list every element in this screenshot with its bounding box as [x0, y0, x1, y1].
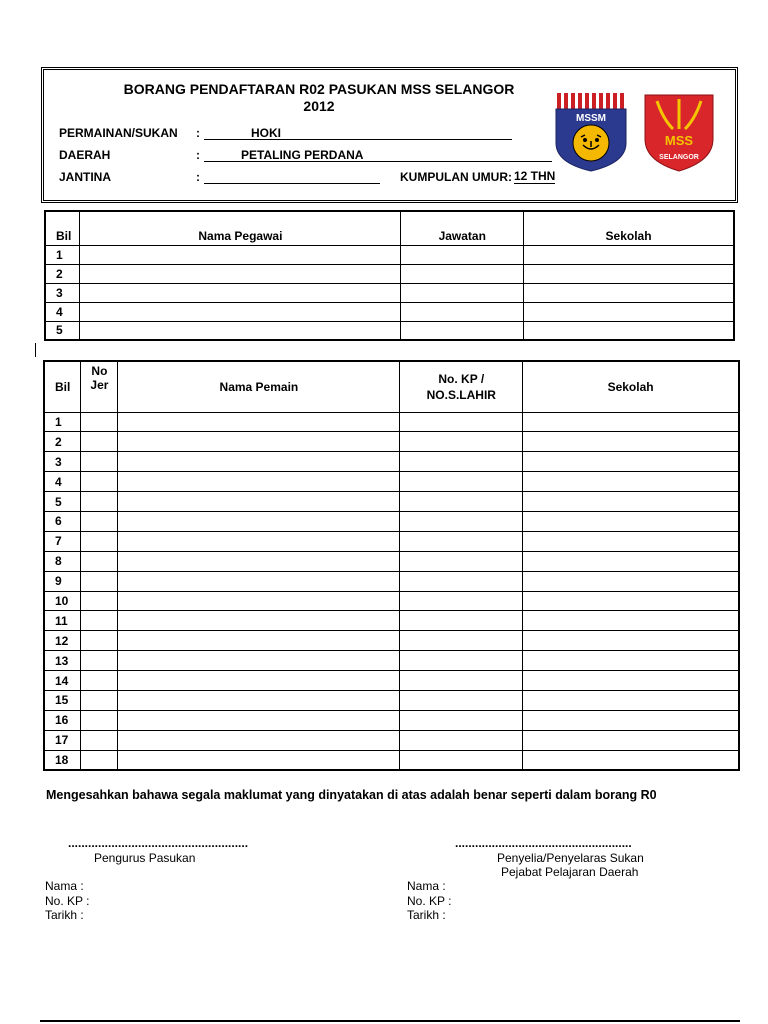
players-cell-nama[interactable]: [118, 511, 400, 531]
players-cell-sekolah[interactable]: [523, 591, 739, 611]
officials-cell-sekolah[interactable]: [524, 245, 734, 264]
players-cell-sekolah[interactable]: [523, 511, 739, 531]
players-row: [44, 710, 739, 730]
players-cell-sekolah[interactable]: [523, 531, 739, 551]
players-row-number: 3: [44, 452, 81, 472]
players-row-number: 9: [44, 571, 81, 591]
nokp-line2: NO.S.LAHIR: [426, 387, 496, 402]
players-cell-sekolah[interactable]: [523, 651, 739, 671]
officials-row: [45, 283, 734, 302]
players-row-number: 2: [44, 432, 81, 452]
daerah-value: PETALING PERDANA: [241, 148, 364, 162]
selangor-text: SELANGOR: [659, 154, 699, 161]
confirmation-statement: Mengesahkan bahawa segala maklumat yang dinyatakan di atas adalah benar seperti dalam borang R0: [46, 788, 657, 802]
players-cell-nokp[interactable]: [400, 710, 523, 730]
right-nokp-label: No. KP :: [407, 894, 452, 908]
players-cell-no-jer[interactable]: [81, 571, 118, 591]
jantina-label: JANTINA: [59, 170, 112, 184]
mss-text: MSS: [664, 133, 694, 148]
left-nokp-label: No. KP :: [45, 894, 90, 908]
permainan-colon: :: [196, 126, 200, 140]
players-row-number: 10: [44, 591, 81, 611]
players-cell-nama[interactable]: [118, 710, 400, 730]
players-cell-no-jer[interactable]: [81, 591, 118, 611]
players-row: [44, 432, 739, 452]
players-cell-nama[interactable]: [118, 690, 400, 710]
right-role-2: Pejabat Pelajaran Daerah: [501, 865, 639, 879]
players-cell-nama[interactable]: [118, 730, 400, 750]
players-body: [44, 412, 739, 770]
players-cell-nama[interactable]: [118, 492, 400, 512]
officials-row: [45, 264, 734, 283]
players-cell-no-jer[interactable]: [81, 690, 118, 710]
players-row-number: 5: [44, 492, 81, 512]
permainan-label: PERMAINAN/SUKAN: [59, 126, 178, 140]
players-row-number: 18: [44, 750, 81, 770]
players-cell-no-jer[interactable]: [81, 671, 118, 691]
players-row: [44, 531, 739, 551]
players-cell-nama[interactable]: [118, 551, 400, 571]
players-cell-nama[interactable]: [118, 631, 400, 651]
permainan-value: HOKI: [251, 126, 281, 140]
players-cell-no-jer[interactable]: [81, 631, 118, 651]
players-cell-nama[interactable]: [118, 671, 400, 691]
players-cell-sekolah[interactable]: [523, 611, 739, 631]
players-cell-nokp[interactable]: [400, 531, 523, 551]
mss-selangor-logo: [643, 91, 715, 173]
nokp-line1: No. KP /: [438, 371, 485, 386]
officials-row-number: 5: [45, 321, 80, 340]
officials-cell-jawatan[interactable]: [401, 283, 524, 302]
players-row: [44, 690, 739, 710]
players-row-number: 6: [44, 511, 81, 531]
players-row: [44, 412, 739, 432]
players-cell-no-jer[interactable]: [81, 710, 118, 730]
players-cell-nokp[interactable]: [400, 671, 523, 691]
left-tarikh-label: Tarikh :: [45, 908, 84, 922]
officials-cell-sekolah[interactable]: [524, 302, 734, 321]
age-group-value: 12 THN: [514, 169, 556, 183]
players-row: [44, 611, 739, 631]
players-cell-no-jer[interactable]: [81, 511, 118, 531]
players-cell-sekolah[interactable]: [523, 432, 739, 452]
jantina-colon: :: [196, 170, 200, 184]
players-row: [44, 571, 739, 591]
players-header-nama: Nama Pemain: [118, 361, 400, 412]
players-cell-nama[interactable]: [118, 412, 400, 432]
officials-cell-jawatan[interactable]: [401, 321, 524, 340]
players-row: [44, 452, 739, 472]
players-cell-sekolah[interactable]: [523, 631, 739, 651]
players-row-number: 15: [44, 690, 81, 710]
form-header: [41, 67, 738, 203]
right-nama-label: Nama :: [407, 879, 446, 893]
players-row: [44, 750, 739, 770]
players-row-number: 14: [44, 671, 81, 691]
officials-row: [45, 321, 734, 340]
players-cell-sekolah[interactable]: [523, 671, 739, 691]
players-cell-sekolah[interactable]: [523, 750, 739, 770]
officials-cell-nama[interactable]: [80, 245, 401, 264]
left-role: Pengurus Pasukan: [94, 851, 196, 865]
officials-row-number: 1: [45, 245, 80, 264]
right-tarikh-label: Tarikh :: [407, 908, 446, 922]
officials-row: [45, 245, 734, 264]
players-row-number: 11: [44, 611, 81, 631]
officials-table: [44, 210, 735, 341]
players-cell-nama[interactable]: [118, 432, 400, 452]
players-cell-nokp[interactable]: [400, 631, 523, 651]
players-row-number: 8: [44, 551, 81, 571]
players-row-number: 4: [44, 472, 81, 492]
players-cell-nokp[interactable]: [400, 452, 523, 472]
players-cell-nokp[interactable]: [400, 690, 523, 710]
players-cell-nokp[interactable]: [400, 611, 523, 631]
players-cell-no-jer[interactable]: [81, 452, 118, 472]
players-cell-nokp[interactable]: [400, 432, 523, 452]
players-row-number: 17: [44, 730, 81, 750]
officials-row-number: 4: [45, 302, 80, 321]
players-cell-sekolah[interactable]: [523, 730, 739, 750]
players-header-sekolah: Sekolah: [523, 361, 739, 412]
players-row-number: 7: [44, 531, 81, 551]
officials-header-nama: Nama Pegawai: [80, 211, 401, 245]
mssm-logo: [553, 91, 629, 173]
players-table: [43, 360, 740, 771]
players-row-number: 12: [44, 631, 81, 651]
players-cell-nama[interactable]: [118, 651, 400, 671]
players-header-bil: Bil: [44, 361, 81, 412]
players-cell-nama[interactable]: [118, 452, 400, 472]
players-cell-nama[interactable]: [118, 591, 400, 611]
players-cell-nokp[interactable]: [400, 551, 523, 571]
players-cell-nama[interactable]: [118, 750, 400, 770]
players-row-number: 13: [44, 651, 81, 671]
players-row: [44, 511, 739, 531]
players-row: [44, 631, 739, 651]
players-cell-sekolah[interactable]: [523, 571, 739, 591]
players-cell-nama[interactable]: [118, 531, 400, 551]
daerah-label: DAERAH: [59, 148, 111, 162]
players-cell-nama[interactable]: [118, 571, 400, 591]
jantina-field[interactable]: [204, 170, 380, 184]
players-row-number: 1: [44, 412, 81, 432]
players-row: [44, 671, 739, 691]
players-row: [44, 472, 739, 492]
players-cell-no-jer[interactable]: [81, 412, 118, 432]
players-cell-no-jer[interactable]: [81, 492, 118, 512]
players-cell-no-jer[interactable]: [81, 551, 118, 571]
players-row: [44, 492, 739, 512]
signature-line-right[interactable]: .....................................................: [455, 836, 632, 850]
players-row-number: 16: [44, 710, 81, 730]
players-cell-no-jer[interactable]: [81, 611, 118, 631]
officials-header-bil: Bil: [45, 211, 80, 245]
players-cell-nokp[interactable]: [400, 472, 523, 492]
players-cell-no-jer[interactable]: [81, 432, 118, 452]
players-cell-nokp[interactable]: [400, 651, 523, 671]
officials-body: [45, 245, 734, 340]
players-cell-sekolah[interactable]: [523, 710, 739, 730]
players-cell-nokp[interactable]: [400, 730, 523, 750]
officials-cell-sekolah[interactable]: [524, 264, 734, 283]
officials-cell-nama[interactable]: [80, 264, 401, 283]
form-title: BORANG PENDAFTARAN R02 PASUKAN MSS SELANGOR: [123, 81, 515, 97]
page-bottom-rule: [40, 1020, 740, 1022]
officials-cell-jawatan[interactable]: [401, 245, 524, 264]
players-cell-sekolah[interactable]: [523, 472, 739, 492]
officials-cell-nama[interactable]: [80, 321, 401, 340]
players-cell-no-jer[interactable]: [81, 730, 118, 750]
players-cell-no-jer[interactable]: [81, 750, 118, 770]
officials-row-number: 3: [45, 283, 80, 302]
players-cell-nokp[interactable]: [400, 571, 523, 591]
officials-row-number: 2: [45, 264, 80, 283]
players-row: [44, 651, 739, 671]
players-cell-nokp[interactable]: [400, 591, 523, 611]
officials-cell-sekolah[interactable]: [524, 283, 734, 302]
officials-cell-nama[interactable]: [80, 283, 401, 302]
players-row: [44, 591, 739, 611]
players-cell-no-jer[interactable]: [81, 531, 118, 551]
officials-row: [45, 302, 734, 321]
players-cell-nokp[interactable]: [400, 750, 523, 770]
mssm-text: MSSM: [576, 113, 606, 124]
right-role-1: Penyelia/Penyelaras Sukan: [497, 851, 644, 865]
form-year: 2012: [303, 98, 335, 114]
text-cursor: [35, 343, 36, 357]
officials-header-row: [45, 211, 734, 245]
officials-cell-nama[interactable]: [80, 302, 401, 321]
officials-cell-jawatan[interactable]: [401, 302, 524, 321]
no-jer-line1: No: [91, 364, 108, 378]
players-header-row: [44, 361, 739, 412]
players-header-nokp: [400, 361, 523, 412]
players-row: [44, 730, 739, 750]
players-cell-sekolah[interactable]: [523, 690, 739, 710]
players-cell-sekolah[interactable]: [523, 551, 739, 571]
officials-cell-jawatan[interactable]: [401, 264, 524, 283]
players-cell-nama[interactable]: [118, 611, 400, 631]
left-nama-label: Nama :: [45, 879, 84, 893]
players-header-no-jer: [81, 361, 118, 412]
players-cell-nokp[interactable]: [400, 511, 523, 531]
players-cell-sekolah[interactable]: [523, 492, 739, 512]
players-row: [44, 551, 739, 571]
players-cell-nama[interactable]: [118, 472, 400, 492]
players-cell-sekolah[interactable]: [523, 452, 739, 472]
players-cell-nokp[interactable]: [400, 492, 523, 512]
no-jer-line2: Jer: [90, 378, 109, 392]
players-cell-no-jer[interactable]: [81, 472, 118, 492]
players-cell-no-jer[interactable]: [81, 651, 118, 671]
officials-header-sekolah: Sekolah: [524, 211, 734, 245]
signature-line-left[interactable]: ......................................................: [68, 836, 249, 850]
players-cell-sekolah[interactable]: [523, 412, 739, 432]
daerah-colon: :: [196, 148, 200, 162]
players-cell-nokp[interactable]: [400, 412, 523, 432]
age-group-label: KUMPULAN UMUR:: [400, 170, 512, 184]
officials-cell-sekolah[interactable]: [524, 321, 734, 340]
officials-header-jawatan: Jawatan: [401, 211, 524, 245]
